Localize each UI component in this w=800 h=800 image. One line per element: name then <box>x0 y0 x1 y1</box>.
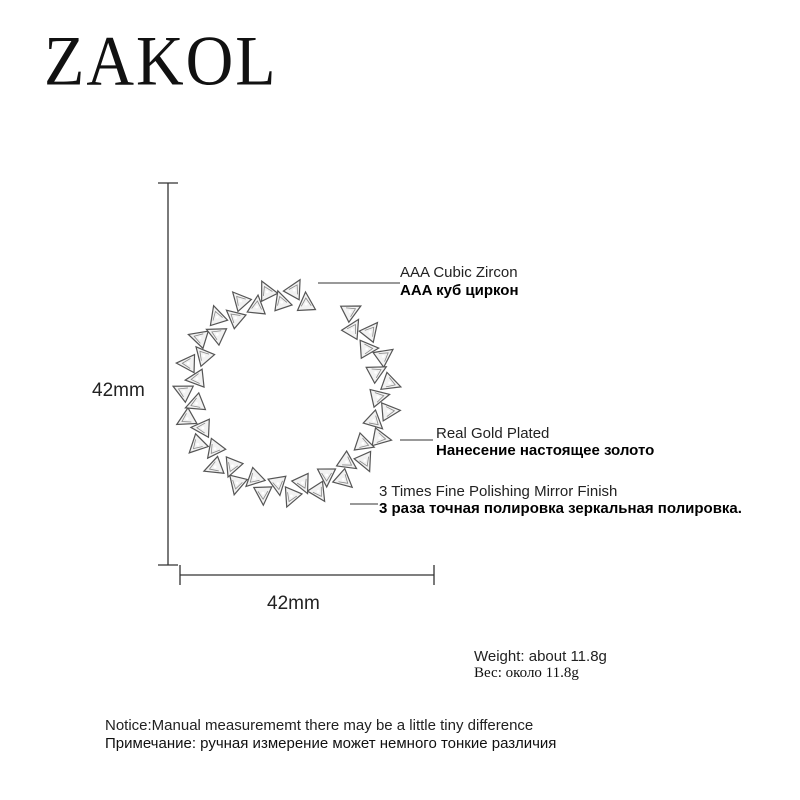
brand-logo: ZAKOL <box>44 21 278 101</box>
zircon-stone <box>337 451 362 476</box>
width-dimension-line <box>180 565 434 585</box>
zircon-stone <box>226 286 251 311</box>
zircon-stone <box>183 434 208 459</box>
zircon-stone <box>307 481 332 506</box>
notice-en: Notice:Manual measurememt there may be a little tiny difference <box>105 717 534 734</box>
callout-zircon-en: AAA Cubic Zircon <box>400 264 518 281</box>
zircon-stone <box>354 451 378 475</box>
zircon-stone <box>359 317 384 342</box>
notice-ru: Примечание: ручная измерение может немного тонкие различия <box>105 735 557 752</box>
weight-ru: Вес: около 11.8g <box>474 665 579 681</box>
callout-polish-ru: 3 раза точная полировка зеркальная полировка. <box>379 500 742 517</box>
earring-ring <box>169 275 404 510</box>
height-label: 42mm <box>92 380 145 401</box>
zircon-stone <box>373 342 398 367</box>
zircon-stone <box>225 475 247 497</box>
zircon-stone <box>382 401 401 420</box>
zircon-stone <box>254 487 273 506</box>
zircon-stone <box>186 326 208 348</box>
zircon-stone <box>201 456 224 479</box>
zircon-stone <box>205 303 228 326</box>
height-dimension-line <box>158 183 178 565</box>
callout-gold-en: Real Gold Plated <box>436 425 550 442</box>
zircon-stone <box>176 354 194 372</box>
zircon-stone <box>333 469 358 494</box>
width-label: 42mm <box>267 593 320 614</box>
weight-en: Weight: about 11.8g <box>474 648 607 665</box>
callout-polish-en: 3 Times Fine Polishing Mirror Finish <box>379 483 618 500</box>
callout-zircon-ru: AAA куб циркон <box>400 282 519 299</box>
zircon-stone <box>381 372 404 395</box>
callout-gold-ru: Нанесение настоящее золото <box>436 442 655 459</box>
zircon-stone <box>372 428 393 449</box>
zircon-stone <box>342 315 367 340</box>
zircon-stone <box>341 298 365 322</box>
